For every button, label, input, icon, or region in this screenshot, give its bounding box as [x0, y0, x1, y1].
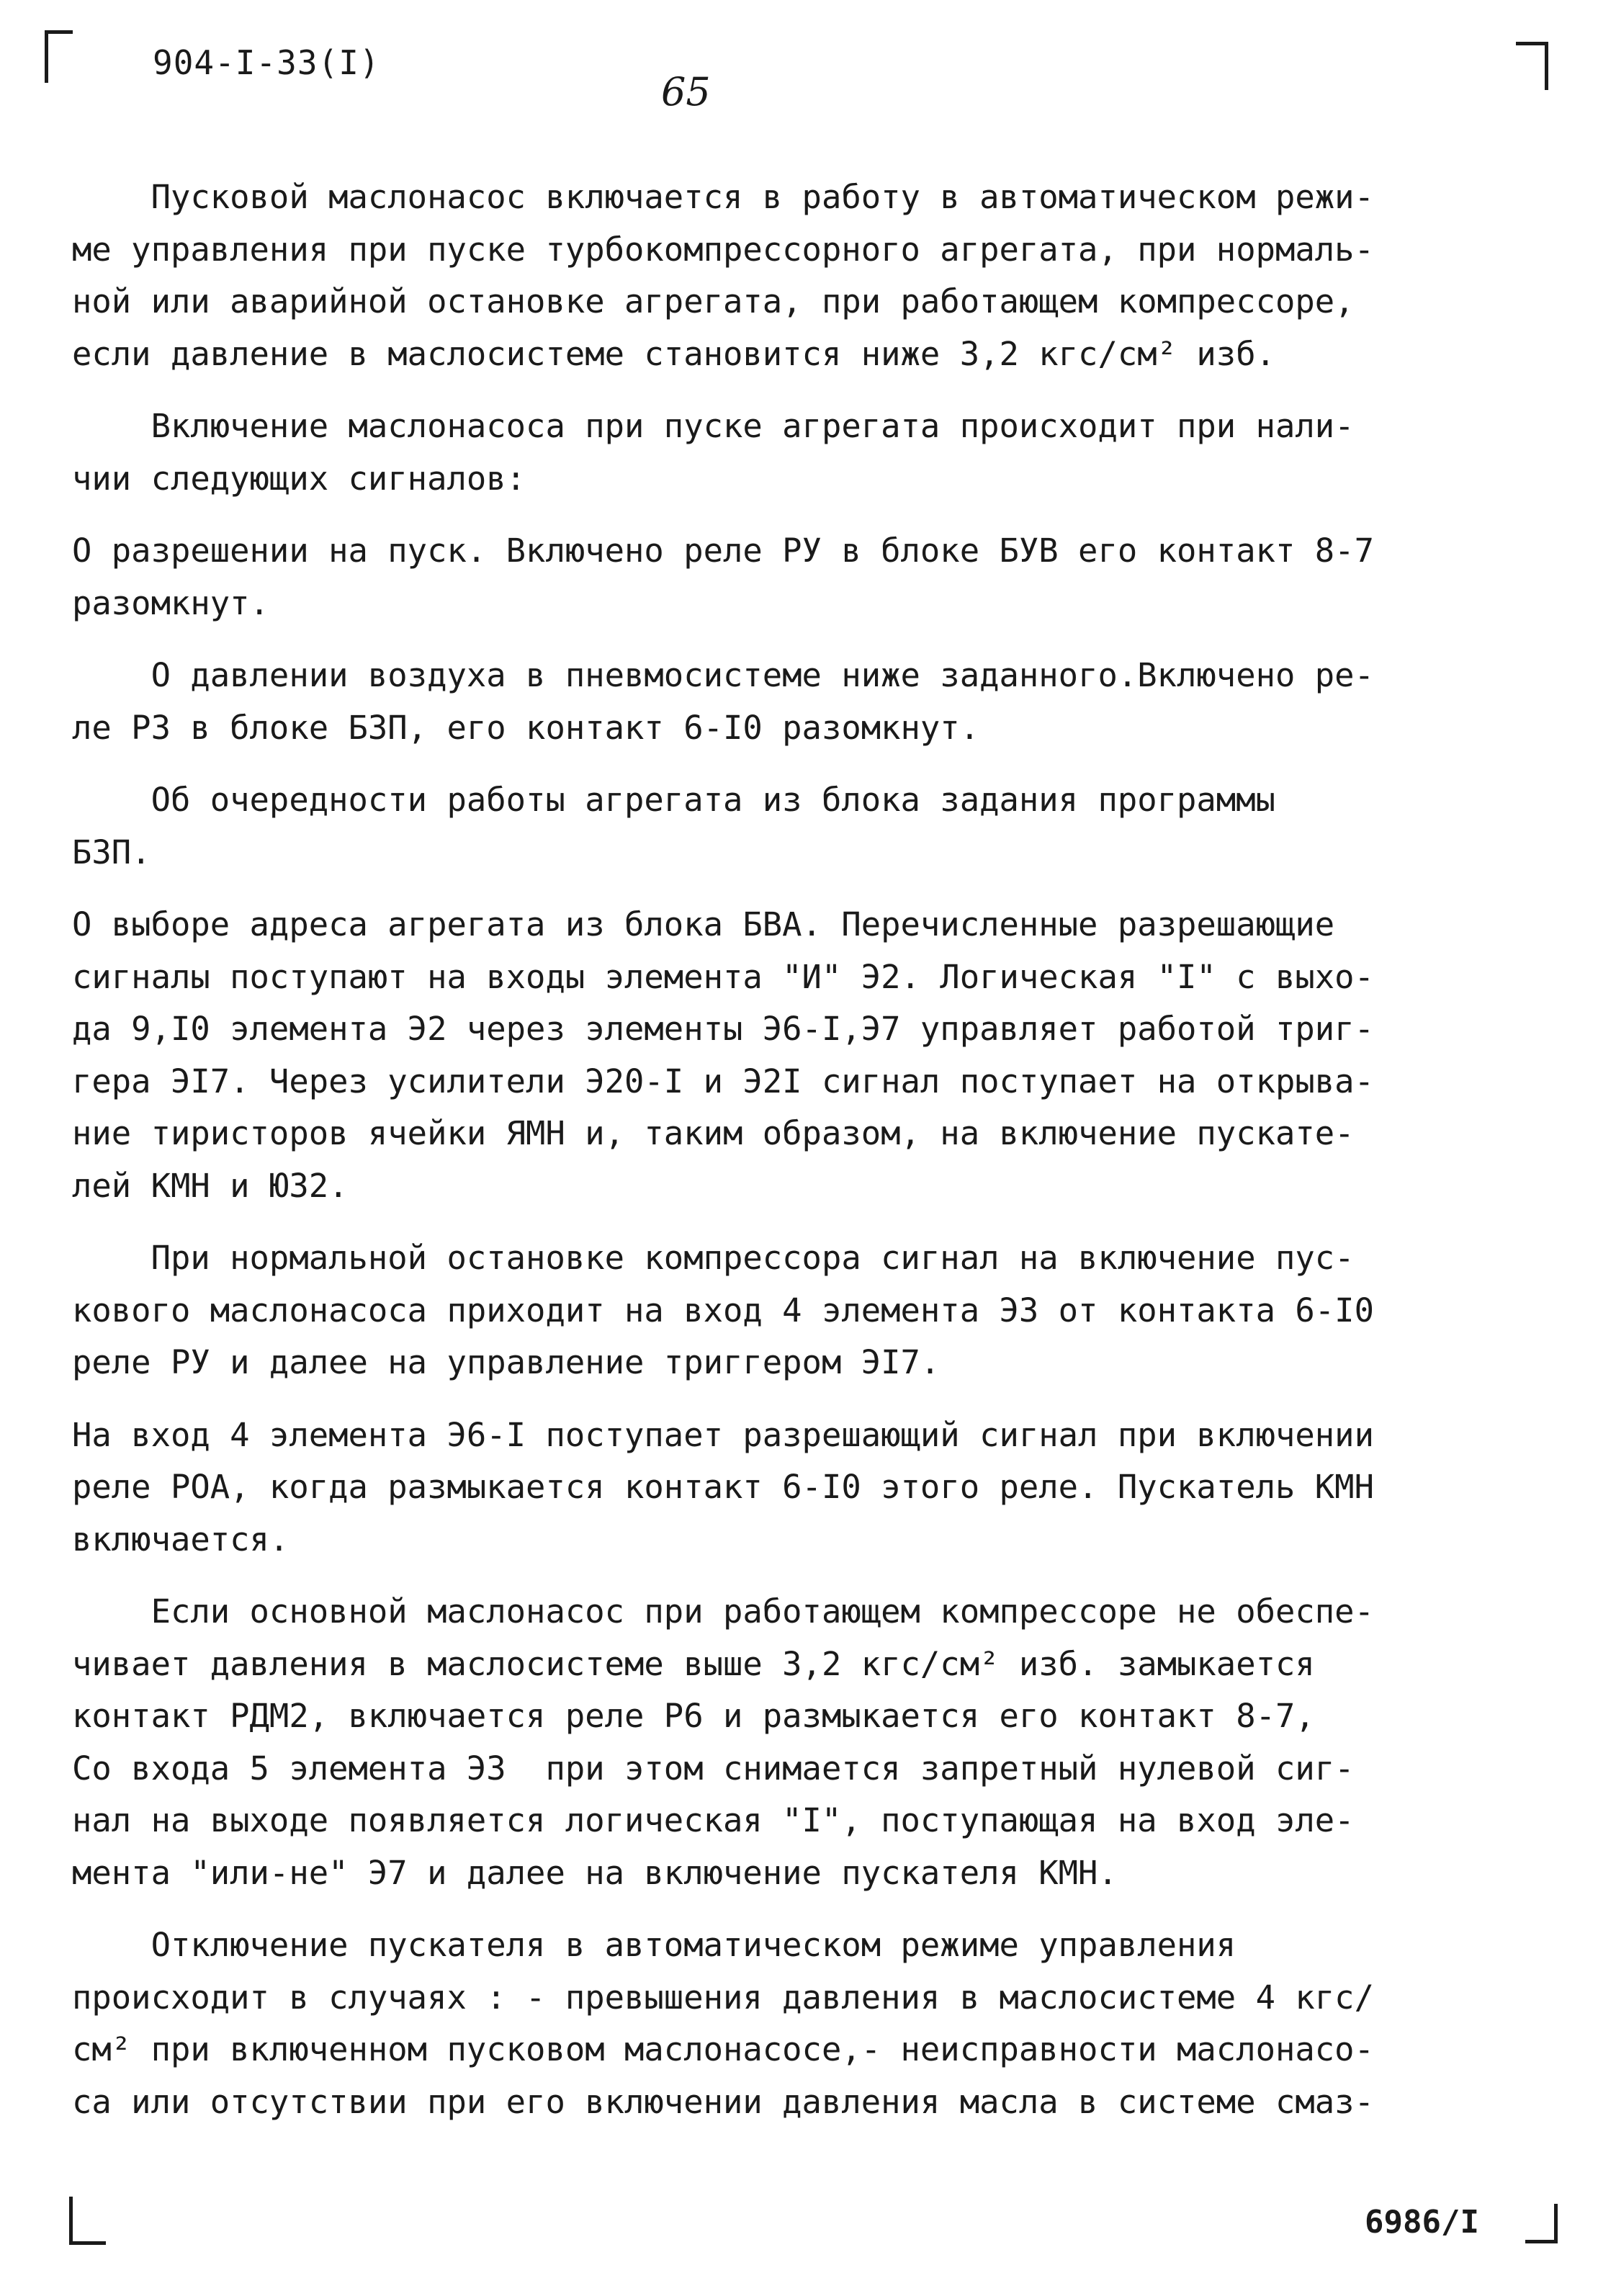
text-line: мента "или-не" Э7 и далее на включение пускателя КМН.	[72, 1853, 1118, 1892]
text-line: Включение маслонасоса при пуске агрегата происходит при нали-	[72, 407, 1355, 445]
text-line: разомкнут.	[72, 583, 269, 622]
corner-mark-bottom-left	[69, 2197, 106, 2245]
text-line: ной или аварийной остановке агрегата, при работающем компрессоре,	[72, 282, 1355, 320]
paragraph-normal-stop	[72, 1232, 1527, 1389]
document-code: 904-I-33(I)	[153, 43, 380, 82]
text-line: нал на выходе появляется логическая "I", поступающая на вход эле-	[72, 1801, 1355, 1839]
paragraph-main-pump-pressure	[72, 1586, 1527, 1899]
text-line: да 9,I0 элемента Э2 через элементы Э6-I,Э7 управляет работой триг-	[72, 1010, 1374, 1048]
text-line: На вход 4 элемента Э6-I поступает разрешающий сигнал при включении	[72, 1415, 1374, 1454]
text-line: реле РУ и далее на управление триггером ЭI7.	[72, 1343, 941, 1381]
paragraph-roa-relay	[72, 1409, 1527, 1566]
text-line: кового маслонасоса приходит на вход 4 элемента Э3 от контакта 6-I0	[72, 1291, 1374, 1329]
text-line: контакт РДМ2, включается реле Р6 и размыкается его контакт 8-7,	[72, 1697, 1315, 1735]
text-line: чивает давления в маслосистеме выше 3,2 кгс/см² изб. замыкается	[72, 1644, 1315, 1683]
paragraph-air-pressure	[72, 650, 1527, 754]
page-number: 65	[661, 69, 711, 115]
paragraph-unit-order	[72, 774, 1527, 879]
text-line: Если основной маслонасос при работающем компрессоре не обеспе-	[72, 1592, 1374, 1631]
text-line: реле РОА, когда размыкается контакт 6-I0 этого реле. Пускатель КМН	[72, 1468, 1374, 1506]
paragraph-address-selection	[72, 899, 1527, 1212]
corner-mark-top-right	[1516, 42, 1548, 90]
paragraph-startup-pump	[72, 171, 1527, 380]
text-line: ле РЗ в блоке БЗП, его контакт 6-I0 разомкнут.	[72, 708, 980, 747]
text-line: О выборе адреса агрегата из блока БВА. Перечисленные разрешающие	[72, 905, 1335, 943]
text-line: гера ЭI7. Через усилители Э20-I и Э2I сигнал поступает на открыва-	[72, 1062, 1374, 1100]
text-line: При нормальной остановке компрессора сигнал на включение пус-	[72, 1239, 1355, 1277]
text-line: происходит в случаях : - превышения давления в маслосистеме 4 кгс/	[72, 1978, 1374, 2017]
text-line: Об очередности работы агрегата из блока задания программы	[72, 781, 1275, 819]
document-body	[72, 171, 1527, 2128]
paragraph-starter-shutdown	[72, 1919, 1527, 2128]
paragraph-signals-intro	[72, 400, 1527, 505]
text-line: Отключение пускателя в автоматическом режиме управления	[72, 1926, 1236, 1964]
text-line: ме управления при пуске турбокомпрессорного агрегата, при нормаль-	[72, 230, 1374, 269]
text-line: см² при включенном пусковом маслонасосе,- неисправности маслонасо-	[72, 2030, 1374, 2068]
text-line: Со входа 5 элемента Э3 при этом снимается запретный нулевой сиг-	[72, 1749, 1355, 1788]
text-line: са или отсутствии при его включении давления масла в системе смаз-	[72, 2082, 1374, 2121]
text-line: ние тиристоров ячейки ЯМН и, таким образом, на включение пускате-	[72, 1114, 1355, 1152]
corner-mark-top-left	[45, 30, 73, 83]
text-line: лей КМН и Ю32.	[72, 1166, 349, 1205]
text-line: сигналы поступают на входы элемента "И" Э2. Логическая "I" с выхо-	[72, 957, 1374, 996]
text-line: БЗП.	[72, 833, 151, 871]
text-line: О разрешении на пуск. Включено реле РУ в блоке БУВ его контакт 8-7	[72, 532, 1374, 570]
text-line: Пусковой маслонасос включается в работу в автоматическом режи-	[72, 178, 1374, 216]
text-line: включается.	[72, 1520, 289, 1559]
paragraph-start-permission	[72, 525, 1527, 629]
text-line: чии следующих сигналов:	[72, 459, 526, 498]
sheet-identifier: 6986/I	[1365, 2204, 1479, 2241]
text-line: О давлении воздуха в пневмосистеме ниже заданного.Включено ре-	[72, 656, 1374, 694]
corner-mark-bottom-right	[1525, 2204, 1558, 2243]
text-line: если давление в маслосистеме становится ниже 3,2 кгс/см² изб.	[72, 334, 1275, 373]
